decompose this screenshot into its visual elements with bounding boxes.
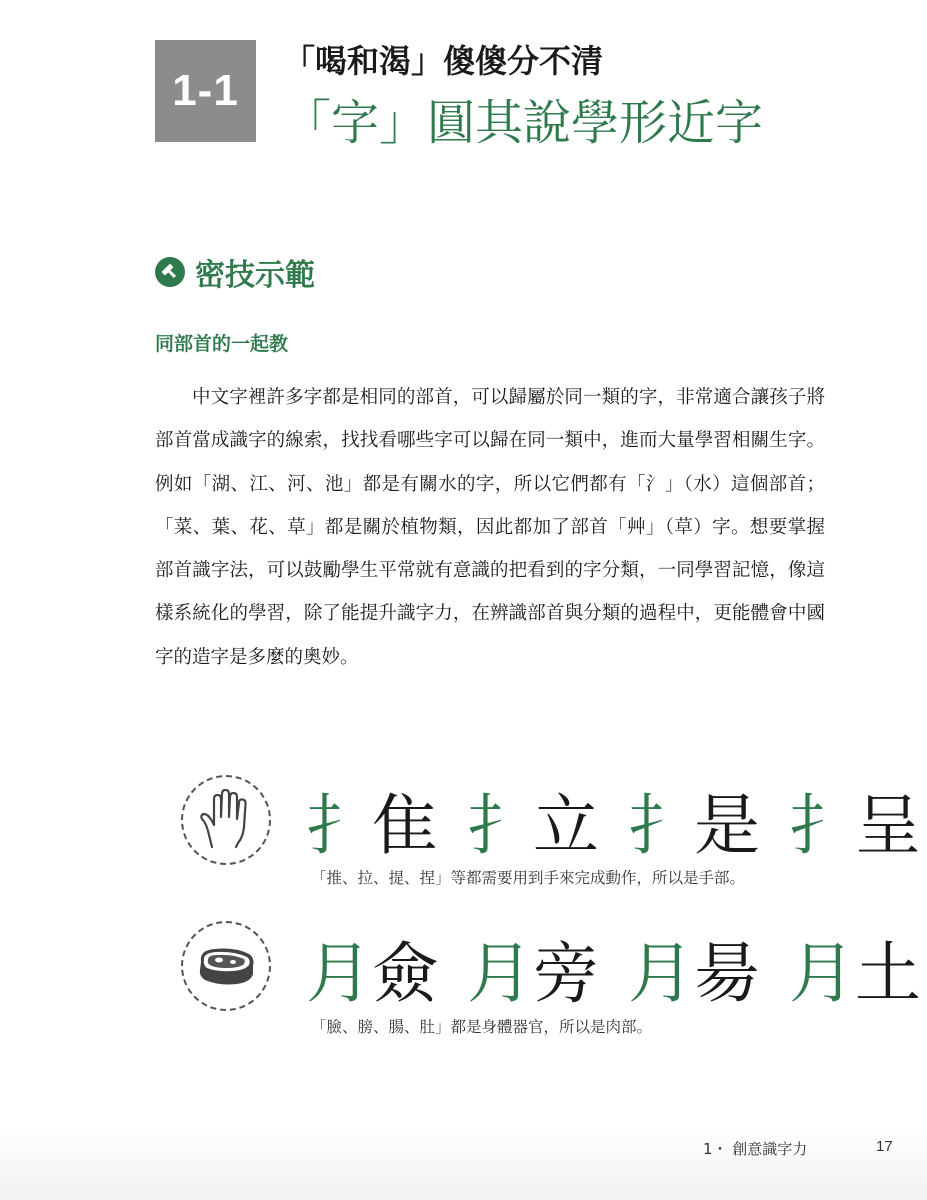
section-number: 1-1 xyxy=(172,66,239,115)
example-character: 月昜 xyxy=(628,935,760,1012)
example-characters-row xyxy=(306,920,921,1015)
example-character: 月土 xyxy=(789,935,921,1012)
example-character: 月僉 xyxy=(306,935,438,1012)
page-title-line1: 「喝和渴」傻傻分不清 xyxy=(283,42,604,80)
example-caption: 「臉、膀、腸、肚」都是身體器官，所以是肉部。 xyxy=(311,1018,653,1036)
example-character: 月旁 xyxy=(467,935,599,1012)
example-character: 扌隹 xyxy=(306,787,438,864)
hand-icon xyxy=(181,775,271,865)
page-title-line2: 「字」圓其說學形近字 xyxy=(283,95,764,151)
meat-icon xyxy=(181,921,271,1011)
example-caption: 「推、拉、提、捏」等都需要用到手來完成動作，所以是手部。 xyxy=(311,869,746,887)
example-character: 扌立 xyxy=(467,787,599,864)
section-heading xyxy=(155,250,315,294)
example-character: 扌呈 xyxy=(789,787,921,864)
example-characters-row xyxy=(306,772,921,867)
section-number-box xyxy=(155,40,256,142)
section-subtitle: 同部首的一起教 xyxy=(155,333,289,355)
body-paragraph: 中文字裡許多字都是相同的部首，可以歸屬於同一類的字，非常適合讓孩子將部首當成識字的線索，找找看哪些字可以歸在同一類中，進而大量學習相關生字。例如「湖、江、河、池」都是有關水的字，所以它們都有「氵」（水）這個部首；「菜、葉、花、草」都是關於植物類，因此都加了部首「艸」（草）字。想要掌握部首識字法，可以鼓勵學生平常就有意識的把看到的字分類，一同學習記憶，像這樣系統化的學習，除了能提升識字力，在辨識部首與分類的過程中，更能體會中國字的造字是多麼的奧妙。 xyxy=(155,387,825,668)
section-title: 密技示範 xyxy=(195,258,315,293)
chapter-footer: 1・ 創意識字力 xyxy=(703,1140,808,1158)
example-character: 扌是 xyxy=(628,787,760,864)
page-number: 17 xyxy=(876,1138,893,1155)
hammer-icon xyxy=(155,257,185,287)
